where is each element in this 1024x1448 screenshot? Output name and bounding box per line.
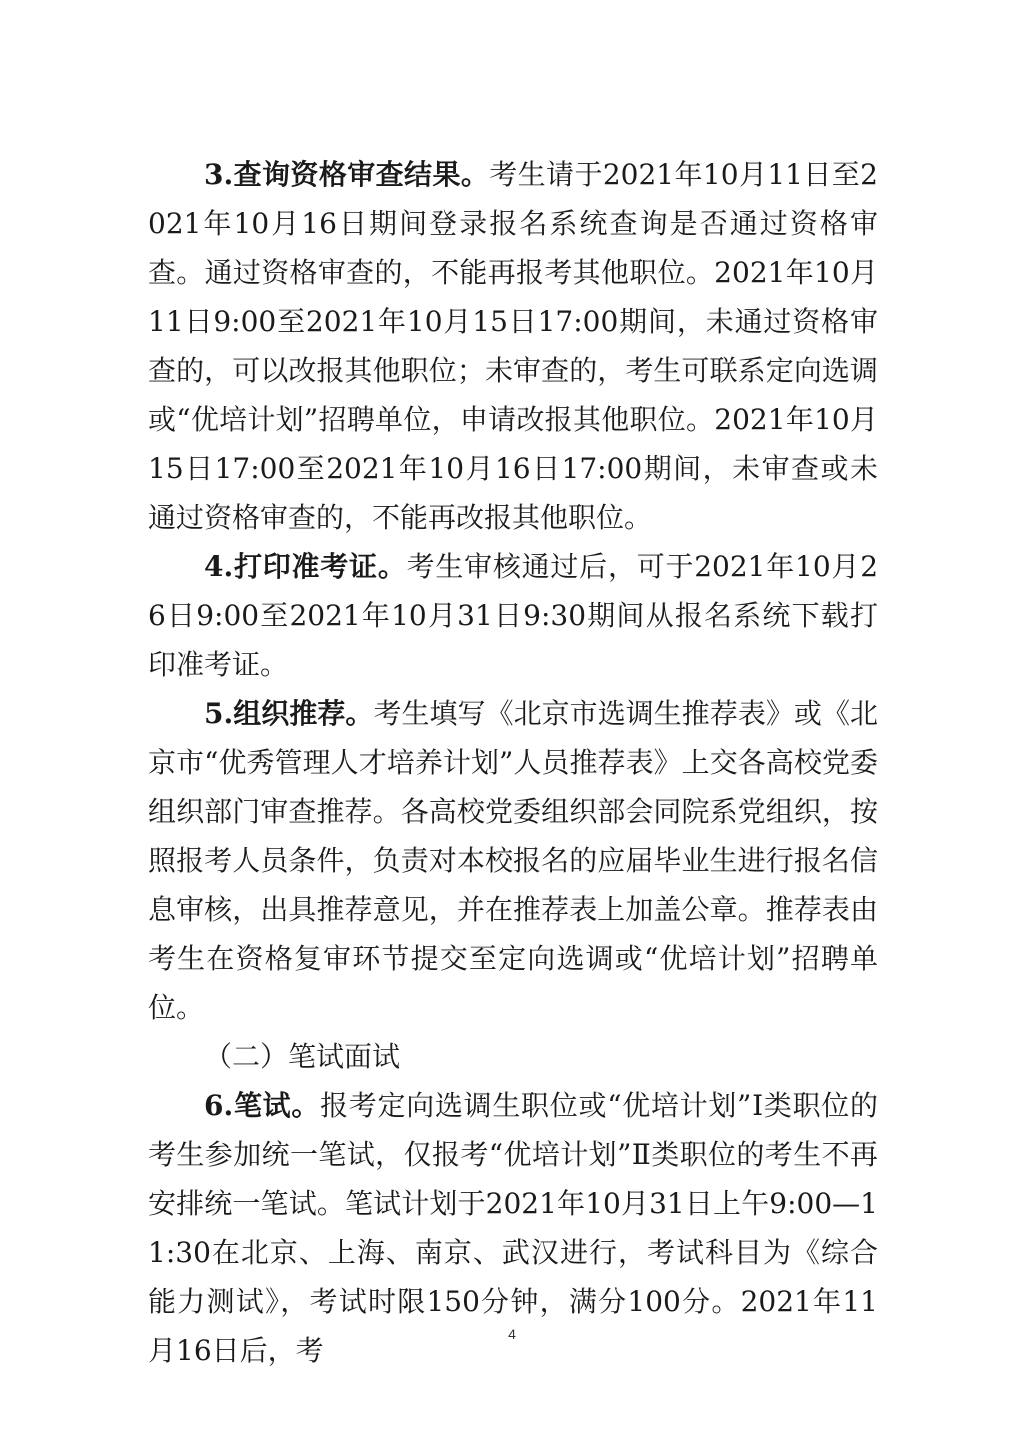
item-query-review-result bbox=[148, 150, 878, 542]
item-organize-recommendation bbox=[148, 689, 878, 1032]
item-title: 4.打印准考证。 bbox=[204, 550, 407, 583]
page-number: 4 bbox=[508, 1326, 516, 1342]
item-title: 3.查询资格审查结果。 bbox=[204, 158, 490, 191]
item-title: 5.组织推荐。 bbox=[204, 697, 374, 730]
item-body: 考生填写《北京市选调生推荐表》或《北京市“优秀管理人才培养计划”人员推荐表》上交各高校党委组织部门审查推荐。各高校党委组织部会同院系党组织，按照报考人员条件，负责对本校报名的应届毕业生进行报名信息审核，出具推荐意见，并在推荐表上加盖公章。推荐表由考生在资格复审环节提交至定向选调或“优培计划”招聘单位。 bbox=[148, 697, 878, 1024]
item-body: 报考定向选调生职位或“优培计划”Ⅰ类职位的考生参加统一笔试，仅报考“优培计划”Ⅱ类职位的考生不再安排统一笔试。笔试计划于2021年10月31日上午9:00—11:30在北京、上海、南京、武汉进行，考试科目为《综合能力测试》，考试时限150分钟，满分100分。2021年11月16日后，考 bbox=[148, 1089, 878, 1367]
section-heading-written-interview: （二）笔试面试 bbox=[204, 1040, 401, 1073]
item-body: 考生请于2021年10月11日至2021年10月16日期间登录报名系统查询是否通过资格审查。通过资格审查的，不能再报考其他职位。2021年10月11日9:00至2021年10月15日17:00期间，未通过资格审查的，可以改报其他职位；未审查的，考生可联系定向选调或“优培计划”招聘单位，申请改报其他职位。2021年10月15日17:00至2021年10月16日17:00期间，未审查或未通过资格审查的，不能再改报其他职位。 bbox=[148, 158, 878, 534]
item-title: 6.笔试。 bbox=[204, 1089, 321, 1122]
item-body: 考生审核通过后，可于2021年10月26日9:00至2021年10月31日9:30期间从报名系统下载打印准考证。 bbox=[148, 550, 879, 681]
item-print-admission-ticket bbox=[148, 542, 878, 689]
document-page bbox=[148, 150, 878, 1375]
